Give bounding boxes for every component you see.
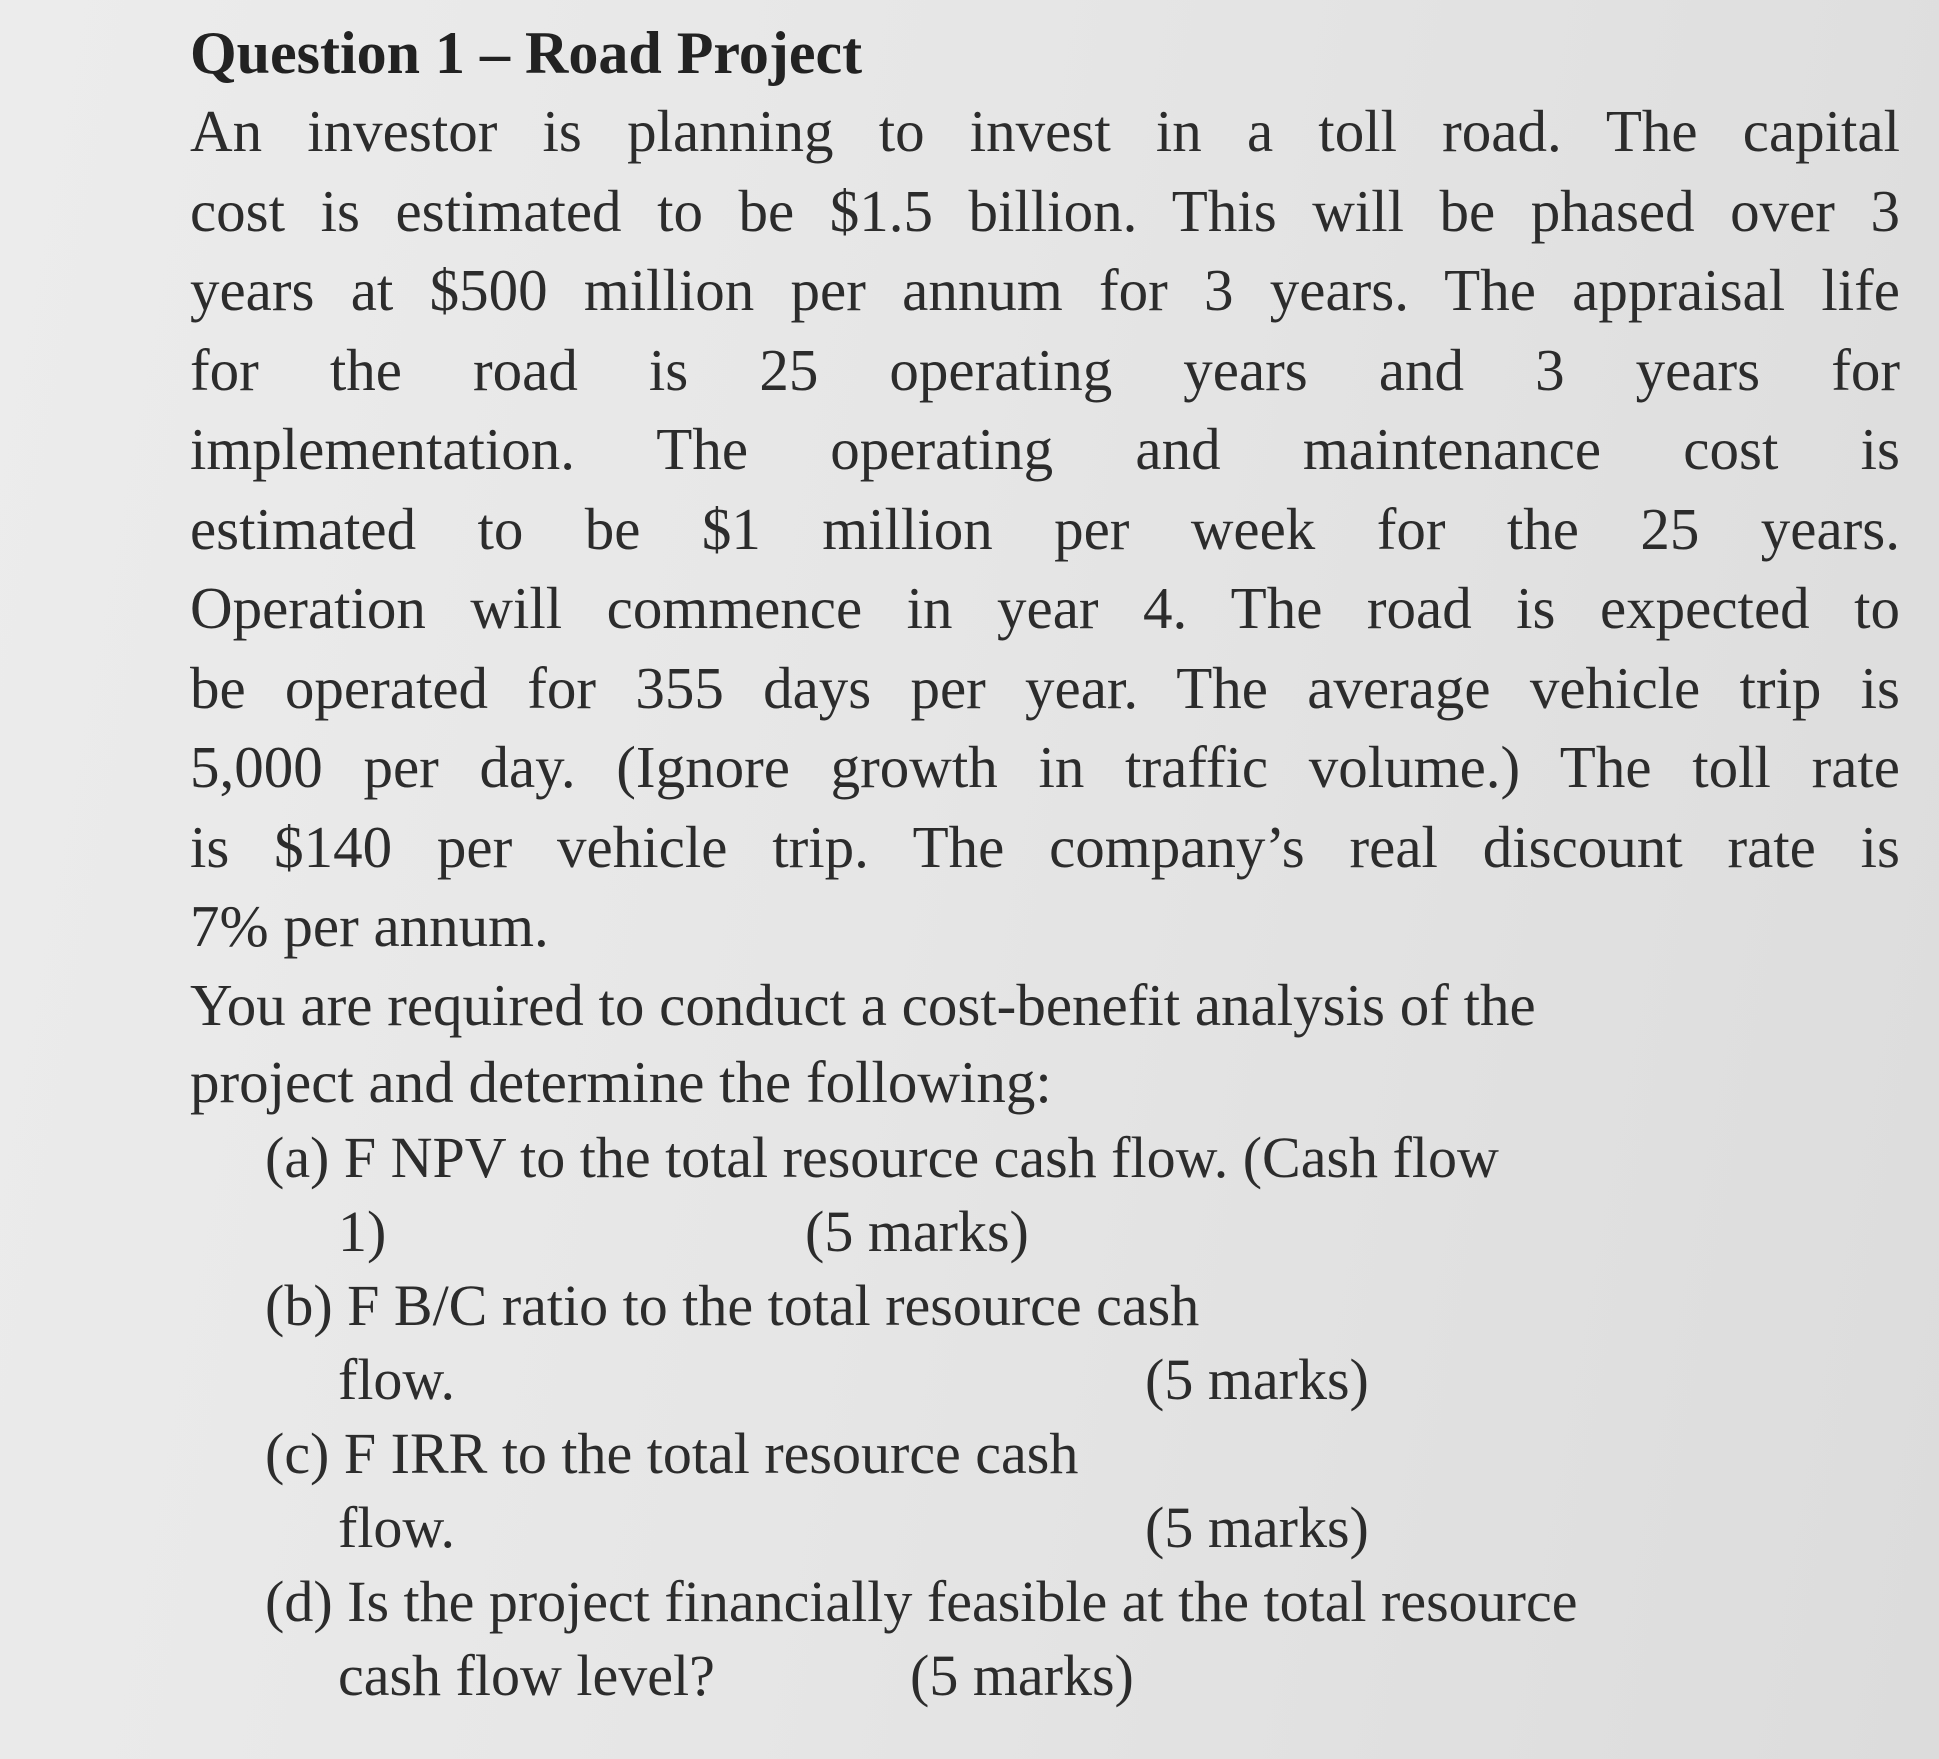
requirement-line: You are required to conduct a cost-benefit analysis of the <box>190 971 1536 1038</box>
question-title: Question 1 – Road Project <box>190 20 863 86</box>
body-line: for the road is 25 operating years and 3 years for <box>190 336 1900 403</box>
part-d-continuation: cash flow level? <box>338 1642 715 1708</box>
part-c-label: (c) F IRR to the total resource cash <box>265 1420 1079 1486</box>
requirement-text <box>190 967 1900 1121</box>
parts-list <box>190 1121 1900 1713</box>
body-line: cost is estimated to be $1.5 billion. This will be phased over 3 <box>190 177 1900 244</box>
part-a-continuation: 1) <box>338 1198 387 1264</box>
part-d-line-1 <box>190 1565 1900 1639</box>
body-line: is $140 per vehicle trip. The company’s real discount rate is <box>190 813 1900 880</box>
body-line: estimated to be $1 million per week for the 25 years. <box>190 495 1900 562</box>
part-b-marks: (5 marks) <box>1145 1346 1369 1412</box>
part-b-label: (b) F B/C ratio to the total resource cash <box>265 1272 1200 1338</box>
part-d-line-2 <box>190 1639 1900 1713</box>
body-line: be operated for 355 days per year. The average vehicle trip is <box>190 654 1900 721</box>
body-line: An investor is planning to invest in a toll road. The capital <box>190 98 1900 164</box>
question-document <box>190 18 1900 1713</box>
body-line: 5,000 per day. (Ignore growth in traffic volume.) The toll rate <box>190 734 1900 800</box>
question-body <box>190 92 1900 967</box>
part-b-line-1 <box>190 1269 1900 1343</box>
body-line: implementation. The operating and maintenance cost is <box>190 416 1900 482</box>
body-line: 7% per annum. <box>190 893 549 959</box>
part-c-line-2 <box>190 1491 1900 1565</box>
part-a-line-2 <box>190 1195 1900 1269</box>
part-a-marks: (5 marks) <box>805 1198 1029 1264</box>
part-c-line-1 <box>190 1417 1900 1491</box>
part-c-continuation: flow. <box>338 1494 456 1560</box>
part-a-label: (a) F NPV to the total resource cash flow. (Cash flow <box>265 1124 1499 1190</box>
part-d-marks: (5 marks) <box>910 1642 1134 1708</box>
body-line: Operation will commence in year 4. The road is expected to <box>190 575 1900 641</box>
part-b-line-2 <box>190 1343 1900 1417</box>
part-b-continuation: flow. <box>338 1346 456 1412</box>
body-line: years at $500 million per annum for 3 years. The appraisal life <box>190 257 1900 323</box>
part-c-marks: (5 marks) <box>1145 1494 1369 1560</box>
part-d-label: (d) Is the project financially feasible at the total resource <box>265 1568 1578 1634</box>
requirement-line: project and determine the following: <box>190 1048 1052 1115</box>
part-a-line-1 <box>190 1121 1900 1195</box>
